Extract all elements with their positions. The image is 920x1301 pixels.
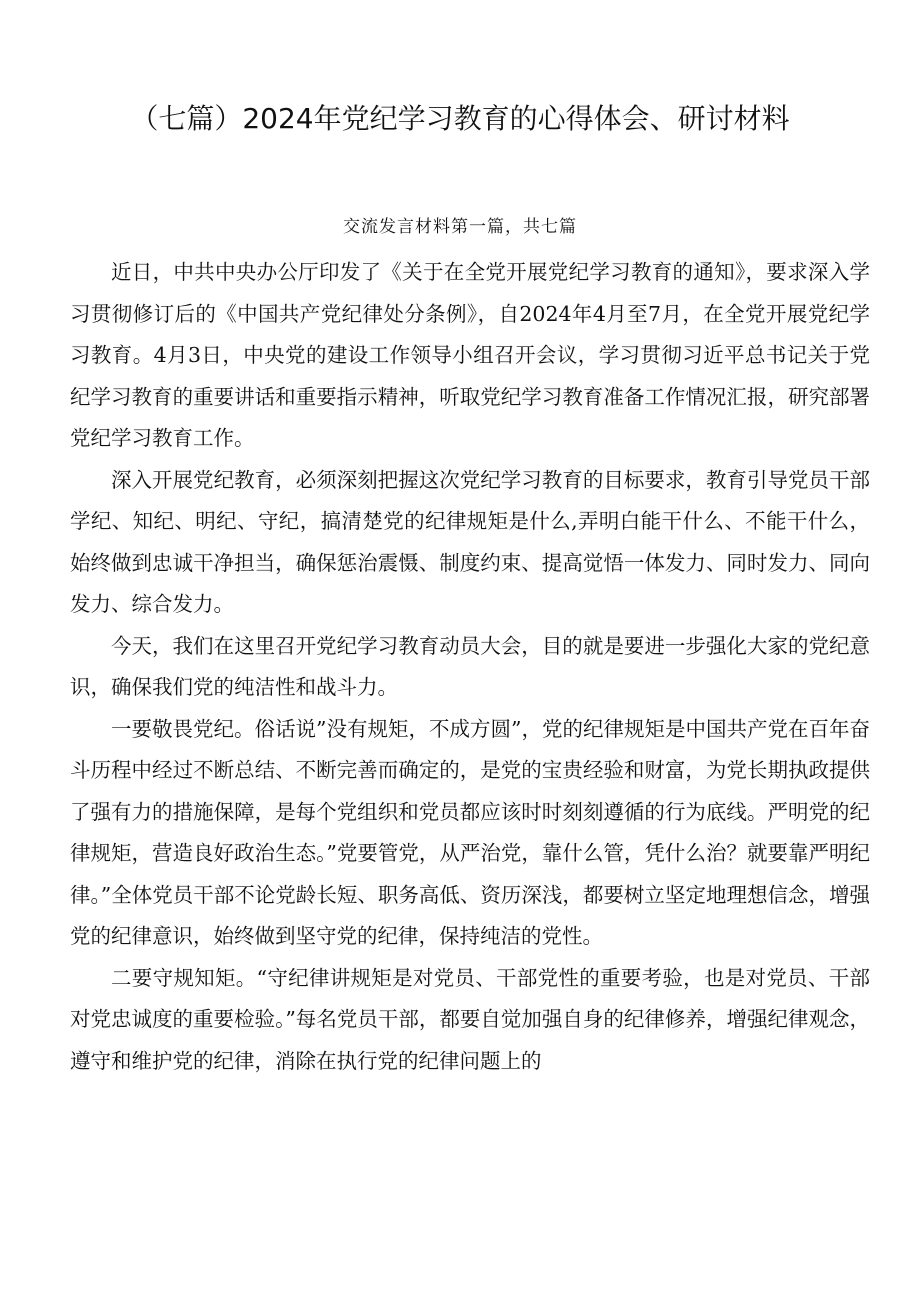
paragraph-3: 今天，我们在这里召开党纪学习教育动员大会，目的就是要进一步强化大家的党纪意识，确保我们党的纯洁性和战斗力。 <box>70 633 870 699</box>
paragraph-5: 二要守规知矩。“守纪律讲规矩是对党员、干部党性的重要考验，也是对党员、干部对党忠诚度的重要检验。”每名党员干部，都要自觉加强自身的纪律修养，增强纪律观念，遵守和维护党的纪律，消除在执行党的纪律问题上的 <box>70 965 870 1073</box>
paragraph-4: 一要敬畏党纪。俗话说”没有规矩，不成方圆”，党的纪律规矩是中国共产党在百年奋斗历程中经过不断总结、不断完善而确定的，是党的宝贵经验和财富，为党长期执政提供了强有力的措施保障，是每个党组织和党员都应该时时刻刻遵循的行为底线。严明党的纪律规矩，营造良好政治生态。”党要管党，从严治党，靠什么管，凭什么治？就要靠严明纪律。”全体党员干部不论党龄长短、职务高低、资历深浅，都要树立坚定地理想信念，增强党的纪律意识，始终做到坚守党的纪律，保持纯洁的党性。 <box>70 716 870 948</box>
document-body <box>70 252 870 1082</box>
document-title: （七篇）2024年党纪学习教育的心得体会、研讨材料 <box>130 102 790 135</box>
paragraph-1: 近日，中共中央办公厅印发了《关于在全党开展党纪学习教育的通知》，要求深入学习贯彻修订后的《中国共产党纪律处分条例》，自2024年4月至7月，在全党开展党纪学习教育。4月3日，中央党的建设工作领导小组召开会议，学习贯彻习近平总书记关于党纪学习教育的重要讲话和重要指示精神，听取党纪学习教育准备工作情况汇报，研究部署党纪学习教育工作。 <box>70 260 870 450</box>
paragraph-2: 深入开展党纪教育，必须深刻把握这次党纪学习教育的目标要求，教育引导党员干部学纪、知纪、明纪、守纪，搞清楚党的纪律规矩是什么,弄明白能干什么、不能干什么，始终做到忠诚干净担当，确保惩治震慑、制度约束、提高觉悟一体发力、同时发力、同向发力、综合发力。 <box>70 467 870 616</box>
document-subtitle: 交流发言材料第一篇，共七篇 <box>343 217 577 237</box>
